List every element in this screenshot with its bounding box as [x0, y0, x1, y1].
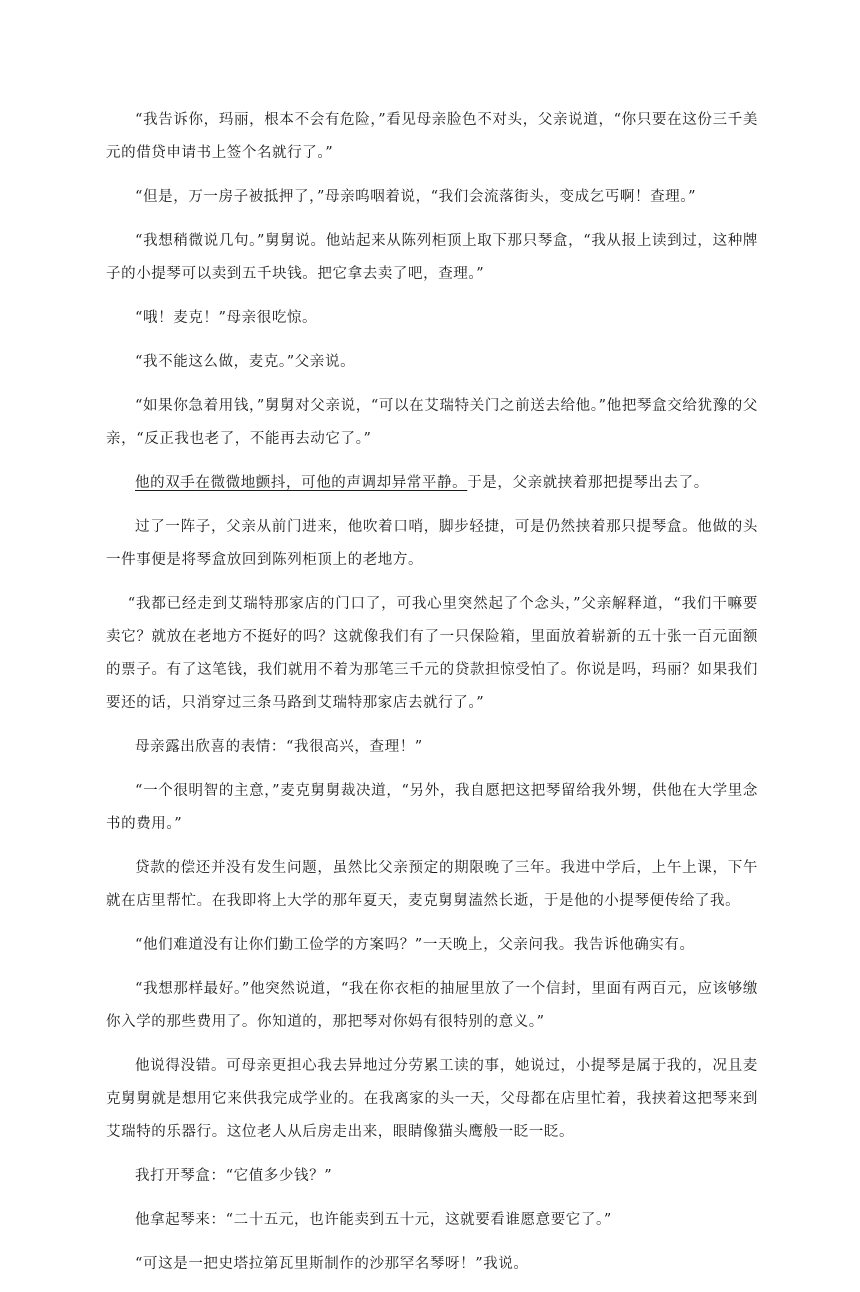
- paragraph: “他们难道没有让你们勤工俭学的方案吗？”一天晚上，父亲问我。我告诉他确实有。: [135, 937, 695, 953]
- paragraph: 他说得没错。可母亲更担心我去异地过分劳累工读的事，她说过，小提琴是属于我的，况且麦克舅舅就是想用它来供我完成学业的。在我离家的头一天，父母都在店里忙着，我挟着这把琴来到艾瑞特的乐器行。这位老人从后房走出来，眼睛像猫头鹰般一眨一眨。: [106, 1058, 758, 1140]
- paragraph: “一个很明智的主意，”麦克舅舅裁决道，“另外，我自愿把这把琴留给我外甥，供他在大学里念书的费用。”: [106, 783, 758, 832]
- paragraph: 他拿起琴来：“二十五元，也许能卖到五十元，这就要看谁愿意要它了。”: [135, 1212, 612, 1228]
- paragraph: 我打开琴盒：“它值多少钱？”: [135, 1168, 333, 1184]
- paragraph: 贷款的偿还并没有发生问题，虽然比父亲预定的期限晚了三年。我进中学后，上午上课，下午就在店里帮忙。在我即将上大学的那年夏天，麦克舅舅溘然长逝，于是他的小提琴便传给了我。: [106, 860, 758, 909]
- paragraph: “我想稍微说几句。”舅舅说。他站起来从陈列柜顶上取下那只琴盒，“我从报上读到过，这种牌子的小提琴可以卖到五千块钱。把它拿去卖了吧，查理。”: [106, 233, 758, 282]
- document-body: [106, 104, 758, 1292]
- paragraph: “我不能这么做，麦克。”父亲说。: [135, 354, 356, 370]
- underlined-sentence: 他的双手在微微地颤抖，可他的声调却异常平静。: [135, 475, 468, 491]
- paragraph: “如果你急着用钱，”舅舅对父亲说，“可以在艾瑞特关门之前送去给他。”他把琴盒交给犹豫的父亲，“反正我也老了，不能再去动它了。”: [106, 398, 758, 447]
- underlined-paragraph: [106, 467, 758, 500]
- paragraph: 过了一阵子，父亲从前门进来，他吹着口哨，脚步轻捷，可是仍然挟着那只提琴盒。他做的头一件事便是将琴盒放回到陈列柜顶上的老地方。: [106, 519, 758, 568]
- paragraph: “但是，万一房子被抵押了，”母亲呜咽着说，“我们会流落街头，变成乞丐啊！查理。”: [135, 189, 697, 205]
- paragraph: “我想那样最好。”他突然说道，“我在你衣柜的抽屉里放了一个信封，里面有两百元，应该够缴你入学的那些费用了。你知道的，那把琴对你妈有很特别的意义。”: [106, 981, 758, 1030]
- paragraph: “我告诉你，玛丽，根本不会有危险，”看见母亲脸色不对头，父亲说道，“你只要在这份三千美元的借贷申请书上签个名就行了。”: [106, 112, 758, 161]
- sentence-continuation: 于是，父亲就挟着那把提琴出去了。: [467, 475, 709, 491]
- paragraph: “可这是一把史塔拉第瓦里斯制作的沙那罕名琴呀！”我说。: [135, 1256, 529, 1272]
- paragraph: 母亲露出欣喜的表情：“我很高兴，查理！”: [135, 739, 423, 755]
- paragraph: “哦！麦克！”母亲很吃惊。: [135, 310, 318, 326]
- paragraph: “我都已经走到艾瑞特那家店的门口了，可我心里突然起了个念头，”父亲解释道，“我们干嘛要卖它？就放在老地方不挺好的吗？这就像我们有了一只保险箱，里面放着崭新的五十张一百元面额的票子。有了这笔钱，我们就用不着为那笔三千元的贷款担惊受怕了。你说是吗，玛丽？如果我们要还的话，只消穿过三条马路到艾瑞特那家店去就行了。”: [106, 596, 758, 711]
